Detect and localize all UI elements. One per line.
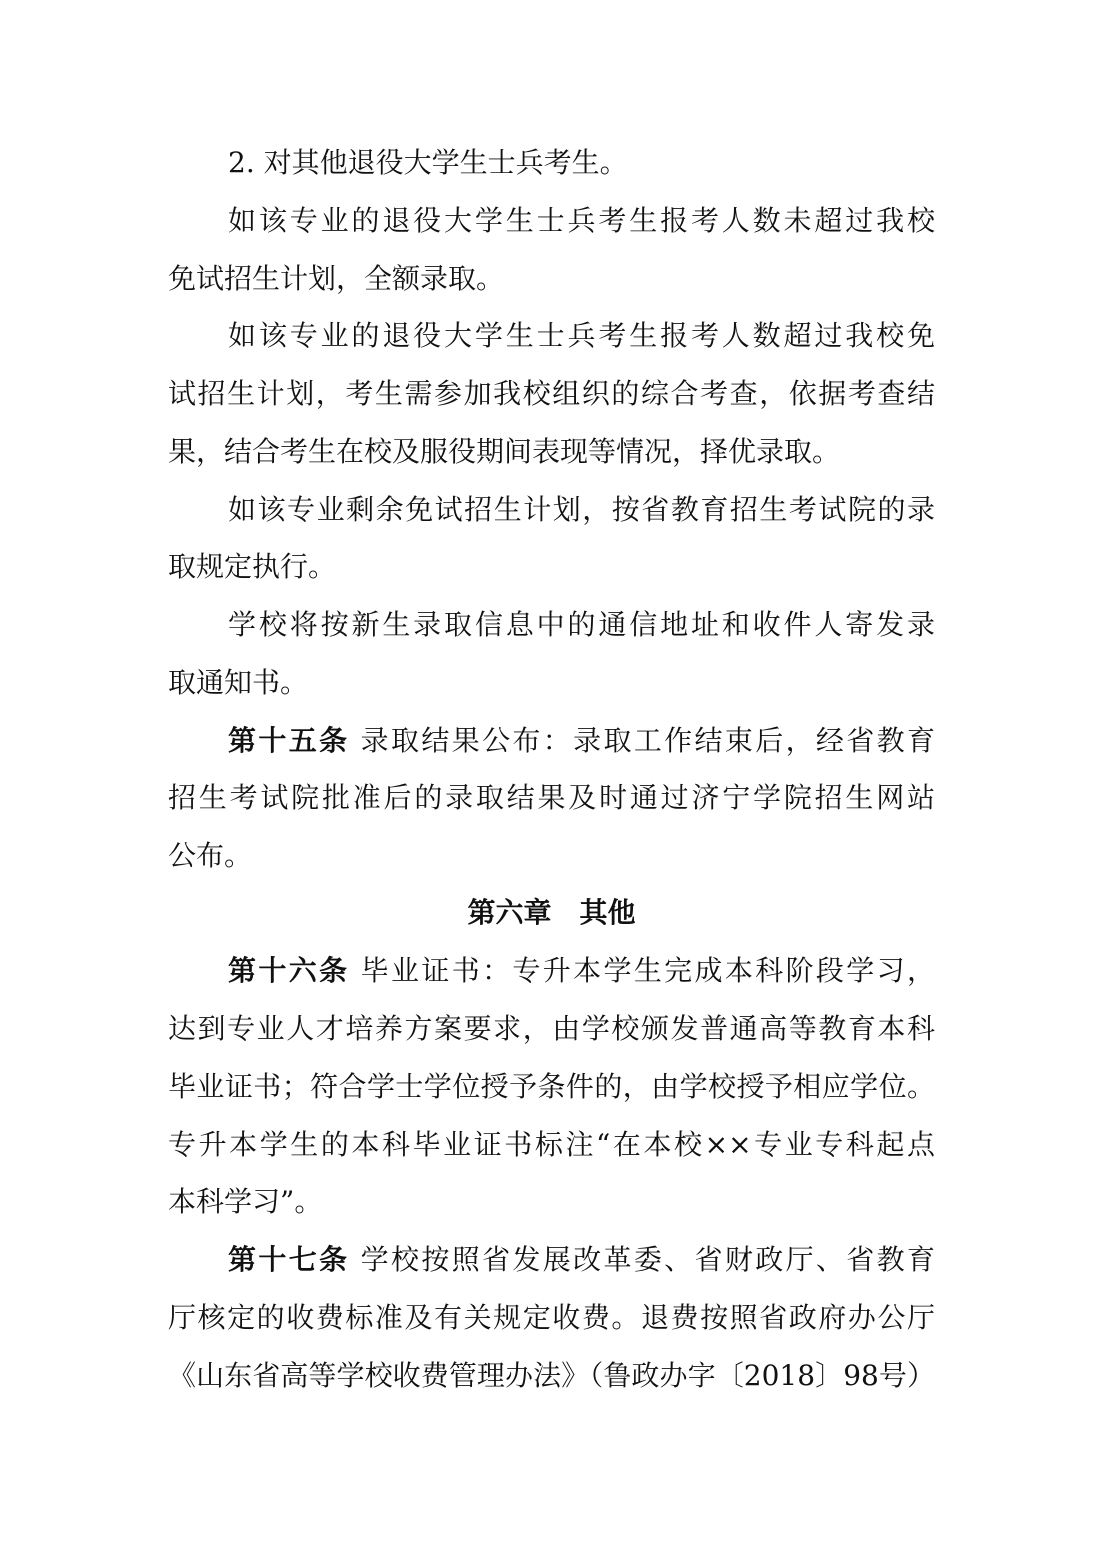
article-15-text: 录取结果公布：录取工作结束后，经省教育 bbox=[349, 724, 935, 757]
paragraph-line: 免试招生计划，全额录取。 bbox=[168, 262, 505, 295]
article-16-line bbox=[228, 951, 935, 991]
paragraph-line: 达到专业人才培养方案要求，由学校颁发普通高等教育本科 bbox=[168, 1012, 935, 1045]
paragraph-line: 学校将按新生录取信息中的通信地址和收件人寄发录 bbox=[228, 608, 935, 641]
paragraph-line: 如该专业的退役大学生士兵考生报考人数未超过我校 bbox=[228, 204, 935, 237]
chapter-heading: 第六章 其他 bbox=[467, 896, 636, 929]
paragraph-line: 如该专业剩余免试招生计划，按省教育招生考试院的录 bbox=[228, 493, 935, 526]
paragraph-line: 本科学习”。 bbox=[168, 1185, 323, 1218]
article-15-heading: 第十五条 bbox=[228, 724, 350, 757]
paragraph-line: 厅核定的收费标准及有关规定收费。退费按照省政府办公厅 bbox=[168, 1301, 935, 1334]
article-17-line bbox=[228, 1240, 935, 1280]
article-16-heading: 第十六条 bbox=[228, 954, 350, 987]
paragraph-line: 试招生计划，考生需参加我校组织的综合考查，依据考查结 bbox=[168, 377, 935, 410]
paragraph-line: 取通知书。 bbox=[168, 666, 309, 699]
paragraph-line: 招生考试院批准后的录取结果及时通过济宁学院招生网站 bbox=[168, 781, 935, 814]
paragraph-line: 《山东省高等学校收费管理办法》（鲁政办字〔2018〕98号） bbox=[168, 1359, 935, 1392]
paragraph-line: 专升本学生的本科毕业证书标注“在本校××专业专科起点 bbox=[168, 1128, 935, 1161]
paragraph-line: 毕业证书；符合学士学位授予条件的，由学校授予相应学位。 bbox=[168, 1070, 935, 1103]
paragraph-line: 公布。 bbox=[168, 839, 253, 872]
paragraph-line: 如该专业的退役大学生士兵考生报考人数超过我校免 bbox=[228, 319, 935, 352]
paragraph-line: 取规定执行。 bbox=[168, 550, 337, 583]
article-17-heading: 第十七条 bbox=[228, 1243, 350, 1276]
article-17-text: 学校按照省发展改革委、省财政厅、省教育 bbox=[349, 1243, 935, 1276]
article-16-text: 毕业证书：专升本学生完成本科阶段学习， bbox=[349, 954, 935, 987]
paragraph-line: 2. 对其他退役大学生士兵考生。 bbox=[228, 146, 628, 179]
article-15-line bbox=[228, 721, 935, 761]
paragraph-line: 果，结合考生在校及服役期间表现等情况，择优录取。 bbox=[168, 435, 841, 468]
